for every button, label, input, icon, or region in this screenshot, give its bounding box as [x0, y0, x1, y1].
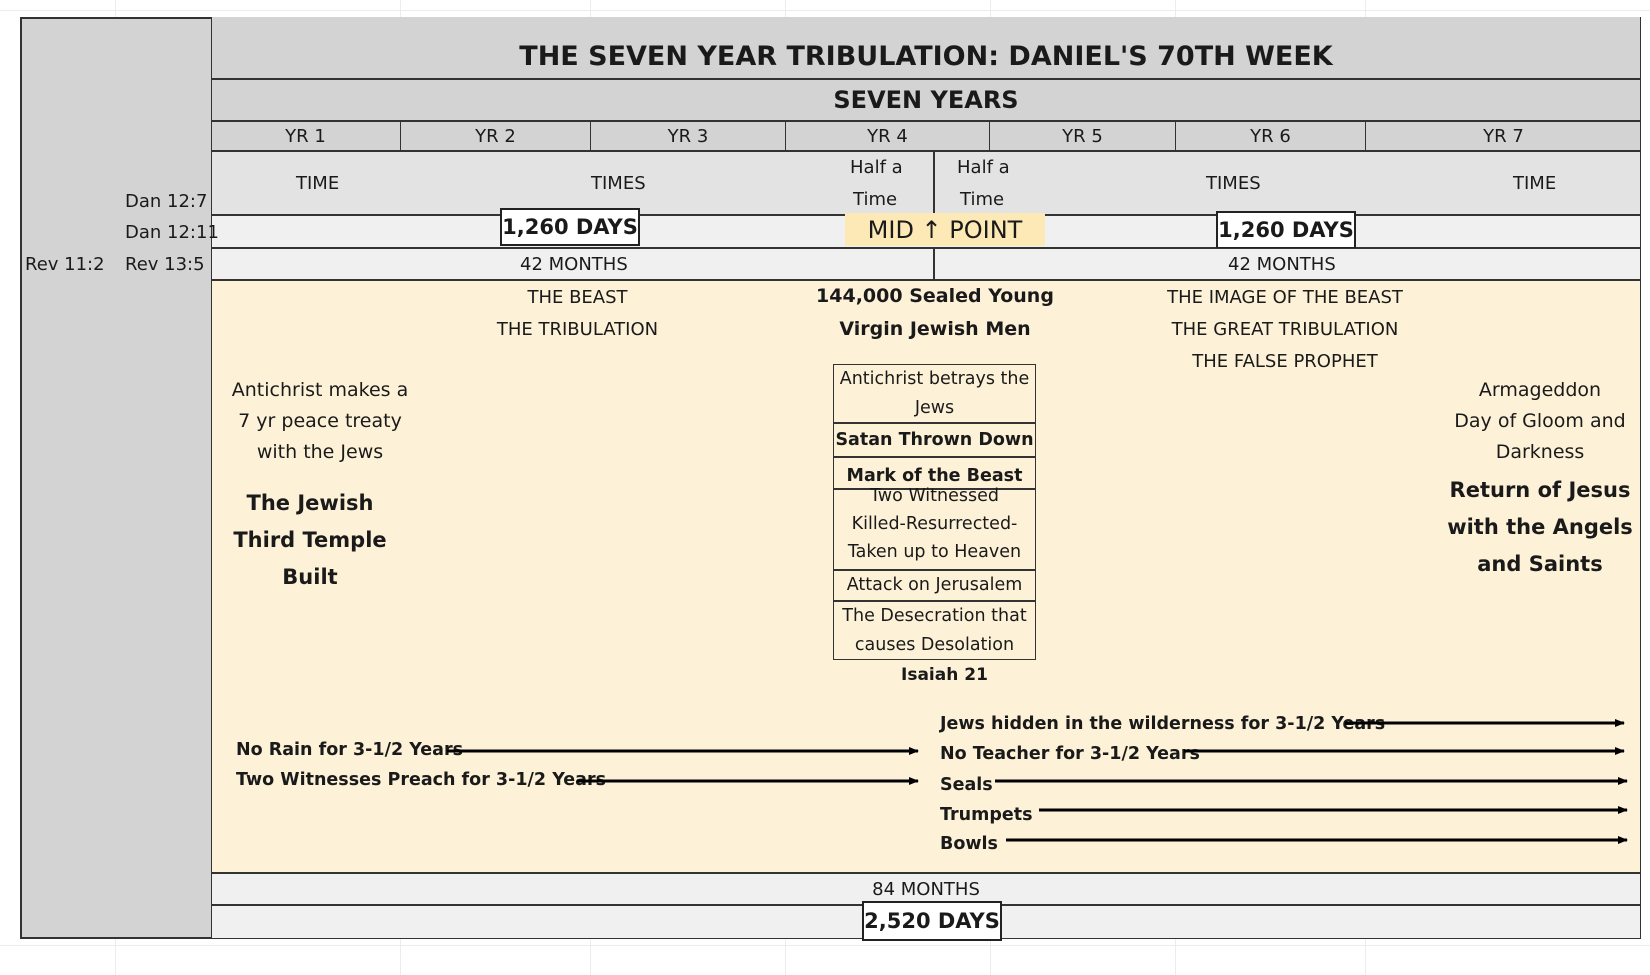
tribulation-line: THE TRIBULATION — [496, 319, 659, 340]
total-days-box — [862, 901, 1002, 941]
event-desecration-line-2: causes Desolation — [854, 635, 1015, 655]
total-days-label: 2,520 DAYS — [864, 909, 1000, 933]
half-a-right: Half a — [957, 157, 1010, 178]
image-line-3: THE FALSE PROPHET — [1192, 351, 1378, 372]
no-rain-label: No Rain for 3-1/2 Years — [236, 740, 464, 760]
beast-line: THE BEAST — [527, 287, 628, 308]
seals-label: Seals — [940, 775, 993, 795]
armageddon-line-2: Day of Gloom and — [1454, 410, 1626, 432]
midpoint-label: MID ↑ POINT — [867, 215, 1023, 244]
event-betrays-line-1: Antichrist betrays the — [839, 369, 1030, 389]
year-label: YR 1 — [285, 125, 326, 147]
no-teacher-label: No Teacher for 3-1/2 Years — [940, 744, 1200, 764]
treaty-line-1: Antichrist makes a — [231, 379, 409, 401]
image-line-1: THE IMAGE OF THE BEAST — [1167, 287, 1403, 308]
two-witnesses-label: Two Witnesses Preach for 3-1/2 Years — [236, 770, 606, 790]
days-right-label: 1,260 DAYS — [1218, 218, 1354, 242]
seven-years-label: SEVEN YEARS — [833, 86, 1019, 114]
event-witnesses-line-3: Taken up to Heaven — [847, 542, 1022, 562]
total-months-label: 84 MONTHS — [872, 878, 980, 900]
year-label: YR 6 — [1250, 125, 1291, 147]
event-attack-label: Attack on Jerusalem — [846, 575, 1023, 595]
time-half-left: Time — [853, 189, 898, 210]
half-a-left: Half a — [850, 157, 903, 178]
sealed-line-2: Virgin Jewish Men — [839, 318, 1031, 340]
ref-rev-11-2: Rev 11:2 — [25, 254, 105, 275]
trumpets-label: Trumpets — [940, 805, 1033, 825]
year-label: YR 3 — [667, 125, 709, 147]
temple-line-3: Built — [282, 565, 338, 589]
armageddon-line-1: Armageddon — [1478, 379, 1602, 401]
time-right-label: TIME — [1513, 173, 1557, 194]
temple-line-1: The Jewish — [246, 491, 374, 515]
image-line-2: THE GREAT TRIBULATION — [1171, 319, 1399, 340]
armageddon-line-3: Darkness — [1495, 441, 1585, 463]
event-witnesses-line-2: Killed-Resurrected- — [851, 514, 1018, 534]
days-left-label: 1,260 DAYS — [502, 215, 638, 239]
temple-line-2: Third Temple — [233, 528, 387, 552]
year-label: YR 4 — [867, 125, 908, 147]
ref-rev-13-5: Rev 13:5 — [125, 254, 205, 275]
ref-dan-12-11: Dan 12:11 — [125, 222, 219, 243]
time-left-label: TIME — [296, 173, 340, 194]
chart-title: THE SEVEN YEAR TRIBULATION: DANIEL'S 70TH WEEK — [519, 41, 1333, 72]
event-witnesses-line-1: Two Witnessed — [870, 486, 999, 506]
event-mark-label: Mark of the Beast — [846, 466, 1023, 486]
months-left-label: 42 MONTHS — [520, 254, 628, 275]
bowls-label: Bowls — [940, 834, 998, 854]
isaiah-ref: Isaiah 21 — [901, 665, 988, 685]
ref-dan-12-7: Dan 12:7 — [125, 191, 208, 212]
return-line-3: and Saints — [1477, 552, 1603, 576]
treaty-line-2: 7 yr peace treaty — [238, 410, 402, 432]
return-line-2: with the Angels — [1447, 515, 1633, 539]
year-label: YR 7 — [1483, 125, 1524, 147]
treaty-line-3: with the Jews — [256, 441, 384, 463]
year-label: YR 5 — [1062, 125, 1103, 147]
return-line-1: Return of Jesus — [1449, 478, 1631, 502]
time-half-right: Time — [960, 189, 1005, 210]
jews-hidden-label: Jews hidden in the wilderness for 3-1/2 Years — [940, 714, 1386, 734]
times-left-label: TIMES — [591, 173, 646, 194]
event-desecration-line-1: The Desecration that — [842, 606, 1027, 626]
times-right-label: TIMES — [1206, 173, 1261, 194]
event-satan-label: Satan Thrown Down — [835, 430, 1034, 450]
sealed-line-1: 144,000 Sealed Young — [816, 285, 1054, 307]
year-label: YR 2 — [475, 125, 516, 147]
event-betrays-line-2: Jews — [914, 398, 955, 418]
months-right-label: 42 MONTHS — [1228, 254, 1336, 275]
